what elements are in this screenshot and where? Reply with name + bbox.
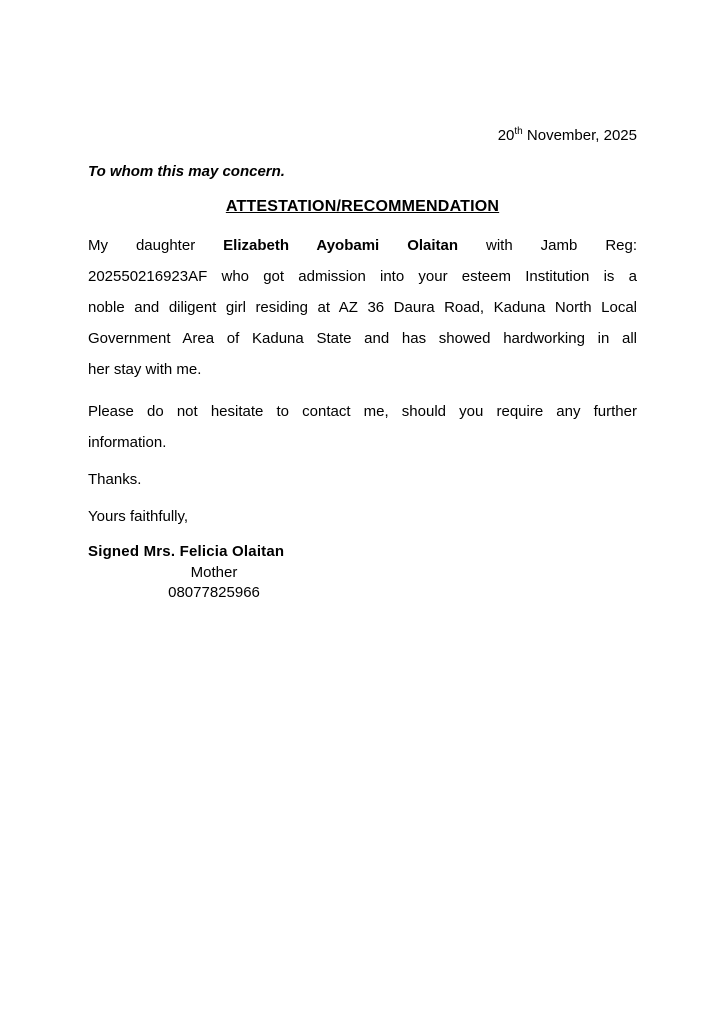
date-month-year: November, 2025: [522, 127, 637, 144]
date-day: 20: [497, 127, 515, 144]
paragraph-line: [88, 427, 637, 458]
body-text: Government Area of Kaduna State and has showed hardworking in all: [88, 330, 637, 347]
body-text: with Jamb Reg:: [458, 237, 638, 254]
signature-block: [88, 541, 637, 603]
signatory-role: Mother: [190, 564, 238, 581]
body-text: her stay with me.: [88, 361, 202, 378]
paragraph-line: [88, 292, 637, 323]
body-paragraph: [88, 396, 637, 458]
signatory-name: Signed Mrs. Felicia Olaitan: [88, 543, 285, 560]
salutation: To whom this may concern.: [88, 163, 285, 180]
paragraph-line: [88, 396, 637, 427]
paragraph-line: [88, 261, 637, 292]
letter-date: [88, 125, 637, 146]
signatory-details: [88, 563, 340, 603]
body-paragraph: [88, 230, 637, 385]
paragraph-line: [88, 323, 637, 354]
body-text: noble and diligent girl residing at AZ 36 Daura Road, Kaduna North Local: [88, 299, 637, 316]
signatory-phone: 08077825966: [168, 584, 260, 601]
body-text: My daughter: [88, 237, 224, 254]
emphasized-text: Elizabeth Ayobami Olaitan: [223, 237, 459, 254]
date-ordinal: th: [514, 126, 523, 137]
body-text: 202550216923AF who got admission into your esteem Institution is a: [88, 268, 637, 285]
paragraph-line: [88, 354, 637, 385]
paragraph-line: [88, 230, 637, 261]
letter-heading: ATTESTATION/RECOMMENDATION: [225, 198, 500, 215]
thanks-line: Thanks.: [88, 471, 142, 488]
closing-line: Yours faithfully,: [88, 508, 189, 525]
body-text: information.: [88, 434, 167, 451]
letter-body: [88, 230, 637, 458]
heading-row: [88, 196, 637, 217]
body-text: Please do not hesitate to contact me, should you require any further: [88, 403, 637, 420]
